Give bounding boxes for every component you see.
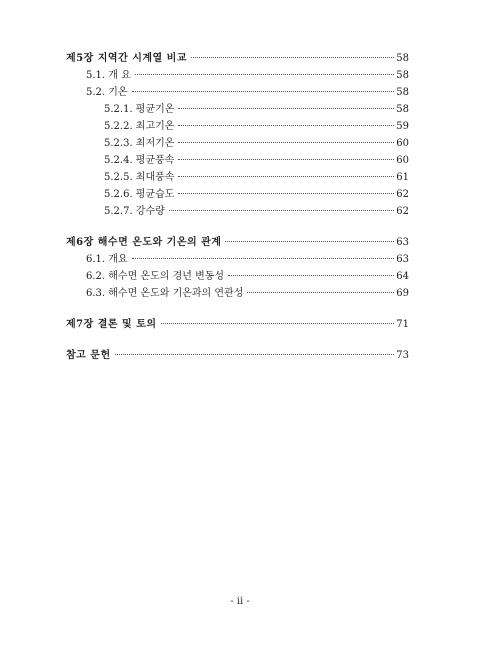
dot-leader <box>135 74 395 75</box>
page-number: - ii - <box>230 596 250 607</box>
toc-section-5-1 <box>86 70 409 82</box>
toc-entry-title: 5.2.1. 평균기온 <box>104 104 175 115</box>
dot-leader <box>169 210 394 211</box>
dot-leader <box>178 108 394 109</box>
toc-entry-title: 제6장 해수면 온도와 기온의 관계 <box>66 237 222 248</box>
toc-entry-page: 58 <box>396 70 409 81</box>
toc-entry-page: 62 <box>396 206 409 217</box>
toc-subsection-5-2-3 <box>104 138 409 150</box>
toc-entry-page: 61 <box>396 172 409 183</box>
toc-entry-page: 60 <box>396 155 409 166</box>
toc-entry-page: 58 <box>396 104 409 115</box>
toc-chapter-5 <box>66 53 409 65</box>
toc-section-6-1 <box>86 254 409 266</box>
toc-entry-page: 62 <box>396 189 409 200</box>
toc-chapter-6 <box>66 237 409 249</box>
toc-entry-title: 참고 문헌 <box>66 350 111 361</box>
dot-leader <box>178 125 394 126</box>
toc-entry-page: 73 <box>396 350 409 361</box>
toc-entry-page: 58 <box>396 87 409 98</box>
toc-entry-title: 5.2.4. 평균풍속 <box>104 155 175 166</box>
toc-subsection-5-2-4 <box>104 155 409 167</box>
toc-entry-title: 6.2. 해수면 온도의 경년 변동성 <box>86 271 225 282</box>
toc-entry-title: 제5장 지역간 시계열 비교 <box>66 53 188 64</box>
toc-references <box>66 350 409 362</box>
dot-leader <box>132 91 395 92</box>
toc-section-6-3 <box>86 288 409 300</box>
dot-leader <box>247 292 394 293</box>
dot-leader <box>115 354 395 355</box>
toc-section-6-2 <box>86 271 409 283</box>
toc-subsection-5-2-5 <box>104 172 409 184</box>
toc-subsection-5-2-1 <box>104 104 409 116</box>
toc-entry-page: 63 <box>396 254 409 265</box>
toc-entry-page: 69 <box>396 288 409 299</box>
toc-entry-page: 64 <box>396 271 409 282</box>
toc-entry-title: 5.2.5. 최대풍속 <box>104 172 175 183</box>
dot-leader <box>161 323 395 324</box>
toc-entry-title: 6.1. 개요 <box>86 254 128 265</box>
toc-entry-title: 제7장 결론 및 토의 <box>66 319 157 330</box>
toc-entry-page: 59 <box>396 121 409 132</box>
toc-entry-title: 5.2.3. 최저기온 <box>104 138 175 149</box>
toc-entry-title: 5.1. 개 요 <box>86 70 131 81</box>
dot-leader <box>225 241 394 242</box>
toc-entry-title: 5.2. 기온 <box>86 87 128 98</box>
dot-leader <box>132 258 395 259</box>
toc-entry-page: 71 <box>396 319 409 330</box>
toc-subsection-5-2-7 <box>104 206 409 218</box>
toc-entry-title: 5.2.2. 최고기온 <box>104 121 175 132</box>
dot-leader <box>178 193 394 194</box>
dot-leader <box>178 142 394 143</box>
toc-section-5-2 <box>86 87 409 99</box>
toc-entry-page: 60 <box>396 138 409 149</box>
toc-entry-title: 6.3. 해수면 온도와 기온과의 연관성 <box>86 288 244 299</box>
dot-leader <box>228 275 394 276</box>
toc-entry-page: 58 <box>396 53 409 64</box>
toc-subsection-5-2-6 <box>104 189 409 201</box>
dot-leader <box>178 176 394 177</box>
toc-chapter-7 <box>66 319 409 331</box>
toc-entry-page: 63 <box>396 237 409 248</box>
toc-entry-title: 5.2.6. 평균습도 <box>104 189 175 200</box>
dot-leader <box>178 159 394 160</box>
toc-subsection-5-2-2 <box>104 121 409 133</box>
dot-leader <box>191 57 394 58</box>
toc-entry-title: 5.2.7. 강수량 <box>104 206 165 217</box>
